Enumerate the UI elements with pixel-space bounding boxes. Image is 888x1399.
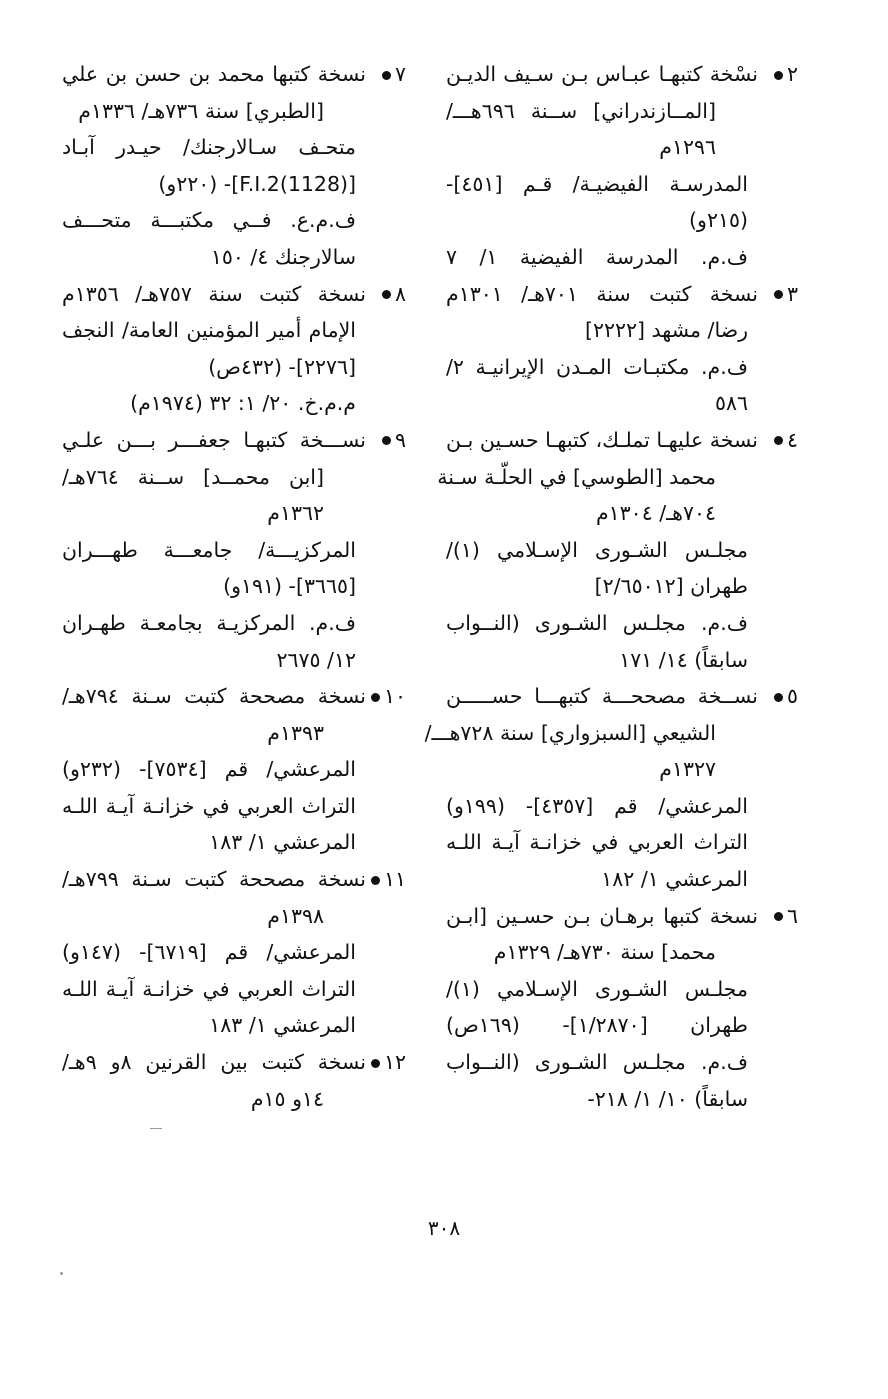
bullet-icon xyxy=(371,876,380,885)
scan-speck xyxy=(150,1128,162,1129)
manuscript-entry xyxy=(62,861,406,1044)
entry-number xyxy=(365,1044,406,1081)
entry-text: نســـخة كتبهـا جعفـــر بـــن علـي xyxy=(62,427,366,452)
entry-line: ٧٠٤هـ/ ١٣٠٤م xyxy=(595,501,716,526)
entry-number xyxy=(376,56,406,93)
bullet-icon xyxy=(382,290,391,299)
entry-line: ١٣٩٣م xyxy=(267,720,324,745)
bullet-icon xyxy=(371,1059,380,1068)
entry-line: محمد [الطوسي] في الحلّـة سـنة xyxy=(437,464,716,489)
entry-text: نسخة عليهـا تملـك، كتبهـا حسـين بـن xyxy=(446,427,758,452)
entry-line: المرعشي/ قم [٧٥٣٤]- (٢٣٢و) xyxy=(62,757,356,782)
entry-line: ف.م. المركزيـة بجامعـة طهـران xyxy=(62,610,356,635)
entry-number xyxy=(768,56,798,93)
entry-line: المرعشي/ قم [٤٣٥٧]- (١٩٩و) xyxy=(446,793,748,818)
entry-number xyxy=(768,422,798,459)
entry-text: نسخة كتبها برهـان بـن حسـين [ابـن xyxy=(446,903,758,928)
bullet-icon xyxy=(774,71,783,80)
entry-line: ١٢/ ٢٦٧٥ xyxy=(276,647,356,672)
bullet-icon xyxy=(371,693,380,702)
scan-speck xyxy=(60,1272,63,1275)
entry-heading-line xyxy=(446,422,798,459)
bullet-icon xyxy=(774,290,783,299)
entry-number xyxy=(376,422,406,459)
entry-heading-line xyxy=(62,678,406,715)
entry-number-text: ٢ xyxy=(786,62,798,86)
entry-line: مجلـس الشـورى الإسـلامي (١)/ xyxy=(446,537,748,562)
entry-line: [ابن محمــد] ســنة ٧٦٤هـ/ xyxy=(62,464,324,489)
entry-text: نسخة مصححة كتبت سـنة ٧٩٤هـ/ xyxy=(62,684,366,709)
entry-number-text: ٥ xyxy=(786,684,798,709)
manuscript-entry xyxy=(446,276,798,422)
entry-number xyxy=(376,276,406,313)
entry-line: رضا/ مشهد [٢٢٢٢] xyxy=(584,318,748,343)
bullet-icon xyxy=(382,436,391,445)
entry-heading-line xyxy=(62,56,406,93)
entry-number-text: ٩ xyxy=(394,427,406,452)
entry-line: ف.م. مجلـس الشـورى (النــواب xyxy=(446,1050,748,1075)
manuscript-entry xyxy=(437,422,798,678)
entry-line: ٥٨٦ xyxy=(714,391,748,416)
entry-line: محمد] سنة ٧٣٠هـ/ ١٣٢٩م xyxy=(493,940,716,965)
entry-line: سالارجنك ٤/ ١٥٠ xyxy=(210,244,356,269)
entry-line: ١٢٩٦م xyxy=(659,135,716,160)
entry-line: المركزيـــة/ جامعـــة طهـــران xyxy=(62,537,356,562)
entry-line: [(1128)F.I.2]- (٢٢٠و) xyxy=(158,171,356,196)
entry-line: سابقاً) ١٠/ ١/ ٢١٨- xyxy=(587,1086,748,1111)
entry-line: المدرسـة الفيضيـة/ قـم [٤٥١]- xyxy=(446,171,748,196)
entry-line: التراث العربي في خزانـة آيـة اللـه xyxy=(62,976,356,1001)
entry-text: نسخة مصححة كتبت سـنة ٧٩٩هـ/ xyxy=(62,867,366,892)
entry-number-text: ٨ xyxy=(394,281,406,306)
manuscript-entry xyxy=(446,898,798,1118)
entry-line: ف.م. مكتبـات المـدن الإيرانيـة ٢/ xyxy=(446,354,748,379)
entry-line: ف.م.ع. فــي مكتبـــة متحـــف xyxy=(62,208,356,233)
entry-line: طهران [٢/٦٥٠١٢] xyxy=(594,574,748,599)
entry-number xyxy=(768,276,798,313)
entry-number xyxy=(365,861,406,898)
left-column xyxy=(62,56,406,1117)
bullet-icon xyxy=(382,71,391,80)
entry-number-text: ٤ xyxy=(786,427,798,452)
entry-line: المرعشي ١/ ١٨٢ xyxy=(601,867,748,892)
bullet-icon xyxy=(774,912,783,921)
entry-line: التراث العربي في خزانـة آيـة اللـه xyxy=(446,830,748,855)
bullet-icon xyxy=(774,693,783,702)
manuscript-entry xyxy=(62,422,406,678)
entry-line: [٣٦٦٥]- (١٩١و) xyxy=(223,574,356,599)
entry-line: ف.م. مجلـس الشـورى (النــواب xyxy=(446,610,748,635)
entry-text: نسخة كتبت سنة ٧٥٧هـ/ ١٣٥٦م xyxy=(62,281,366,306)
manuscript-entry xyxy=(62,56,406,276)
entry-line: الإمام أمير المؤمنين العامة/ النجف xyxy=(62,318,356,343)
page-number: ٣٠٨ xyxy=(427,1216,461,1240)
entry-line: [الطبري] سنة ٧٣٦هـ/ ١٣٣٦م xyxy=(78,98,324,123)
entry-heading-line xyxy=(446,898,798,935)
entry-line: [المــازندراني] ســنة ٦٩٦هـــ/ xyxy=(446,98,716,123)
entry-number-text: ١٢ xyxy=(383,1050,406,1075)
entry-line: ١٣٦٢م xyxy=(267,501,324,526)
entry-line: متحـف سـالارجنك/ حيـدر آبـاد xyxy=(62,135,356,160)
entry-text: نسخة كتبت بين القرنين ٨و ٩هـ/ xyxy=(62,1050,366,1075)
entry-number-text: ١٠ xyxy=(383,684,406,709)
entry-line: التراث العربي في خزانـة آيـة اللـه xyxy=(62,793,356,818)
entry-heading-line xyxy=(446,276,798,313)
manuscript-entry xyxy=(424,678,798,898)
entry-number-text: ٦ xyxy=(786,903,798,928)
manuscript-entry xyxy=(62,1044,406,1117)
entry-line: المرعشي/ قم [٦٧١٩]- (١٤٧و) xyxy=(62,940,356,965)
entry-text: نسخة كتبها محمد بن حسن بن علي xyxy=(62,62,366,86)
manuscript-entry xyxy=(446,56,798,276)
entry-text: نسْخة كتبهـا عبـاس بـن سـيف الديـن xyxy=(446,62,758,86)
entry-line: طهران [١/٢٨٧٠]- (١٦٩ص) xyxy=(446,1013,748,1038)
entry-line: الشيعي [السبزواري] سنة ٧٢٨هـــ/ xyxy=(424,720,716,745)
entry-heading-line xyxy=(446,678,798,715)
entry-line: ١٣٩٨م xyxy=(267,903,324,928)
entry-line: ١٣٢٧م xyxy=(659,757,716,782)
entry-text: نســخة مصححـــة كتبهـــا حســـــن xyxy=(446,684,758,709)
entry-line: المرعشي ١/ ١٨٣ xyxy=(209,1013,356,1038)
entry-line: ف.م. المدرسة الفيضية ١/ ٧ xyxy=(446,244,748,269)
manuscript-entry xyxy=(62,276,406,422)
entry-line: ١٤و ١٥م xyxy=(250,1086,324,1111)
entry-number xyxy=(768,678,798,715)
entry-number-text: ٣ xyxy=(786,281,798,306)
entry-line: مجلـس الشـورى الإسـلامي (١)/ xyxy=(446,976,748,1001)
entry-heading-line xyxy=(62,276,406,313)
bullet-icon xyxy=(774,436,783,445)
entry-number xyxy=(365,678,406,715)
entry-heading-line xyxy=(62,422,406,459)
entry-line: المرعشي ١/ ١٨٣ xyxy=(209,830,356,855)
manuscript-entry xyxy=(62,678,406,861)
entry-heading-line xyxy=(62,861,406,898)
right-column xyxy=(424,56,798,1117)
entry-number xyxy=(768,898,798,935)
entry-text: نسخة كتبت سنة ٧٠١هـ/ ١٣٠١م xyxy=(446,281,758,306)
entry-line: [٢٢٧٦]- (٤٣٢ص) xyxy=(208,354,356,379)
entry-heading-line xyxy=(446,56,798,93)
entry-number-text: ٧ xyxy=(394,62,406,86)
entry-line: سابقاً) ١٤/ ١٧١ xyxy=(619,647,748,672)
entry-number-text: ١١ xyxy=(383,867,406,892)
entry-line: م.م.خ. ٢٠/ ١: ٣٢ (١٩٧٤م) xyxy=(130,391,356,416)
entry-line: (٢١٥و) xyxy=(689,208,748,233)
entry-heading-line xyxy=(62,1044,406,1081)
